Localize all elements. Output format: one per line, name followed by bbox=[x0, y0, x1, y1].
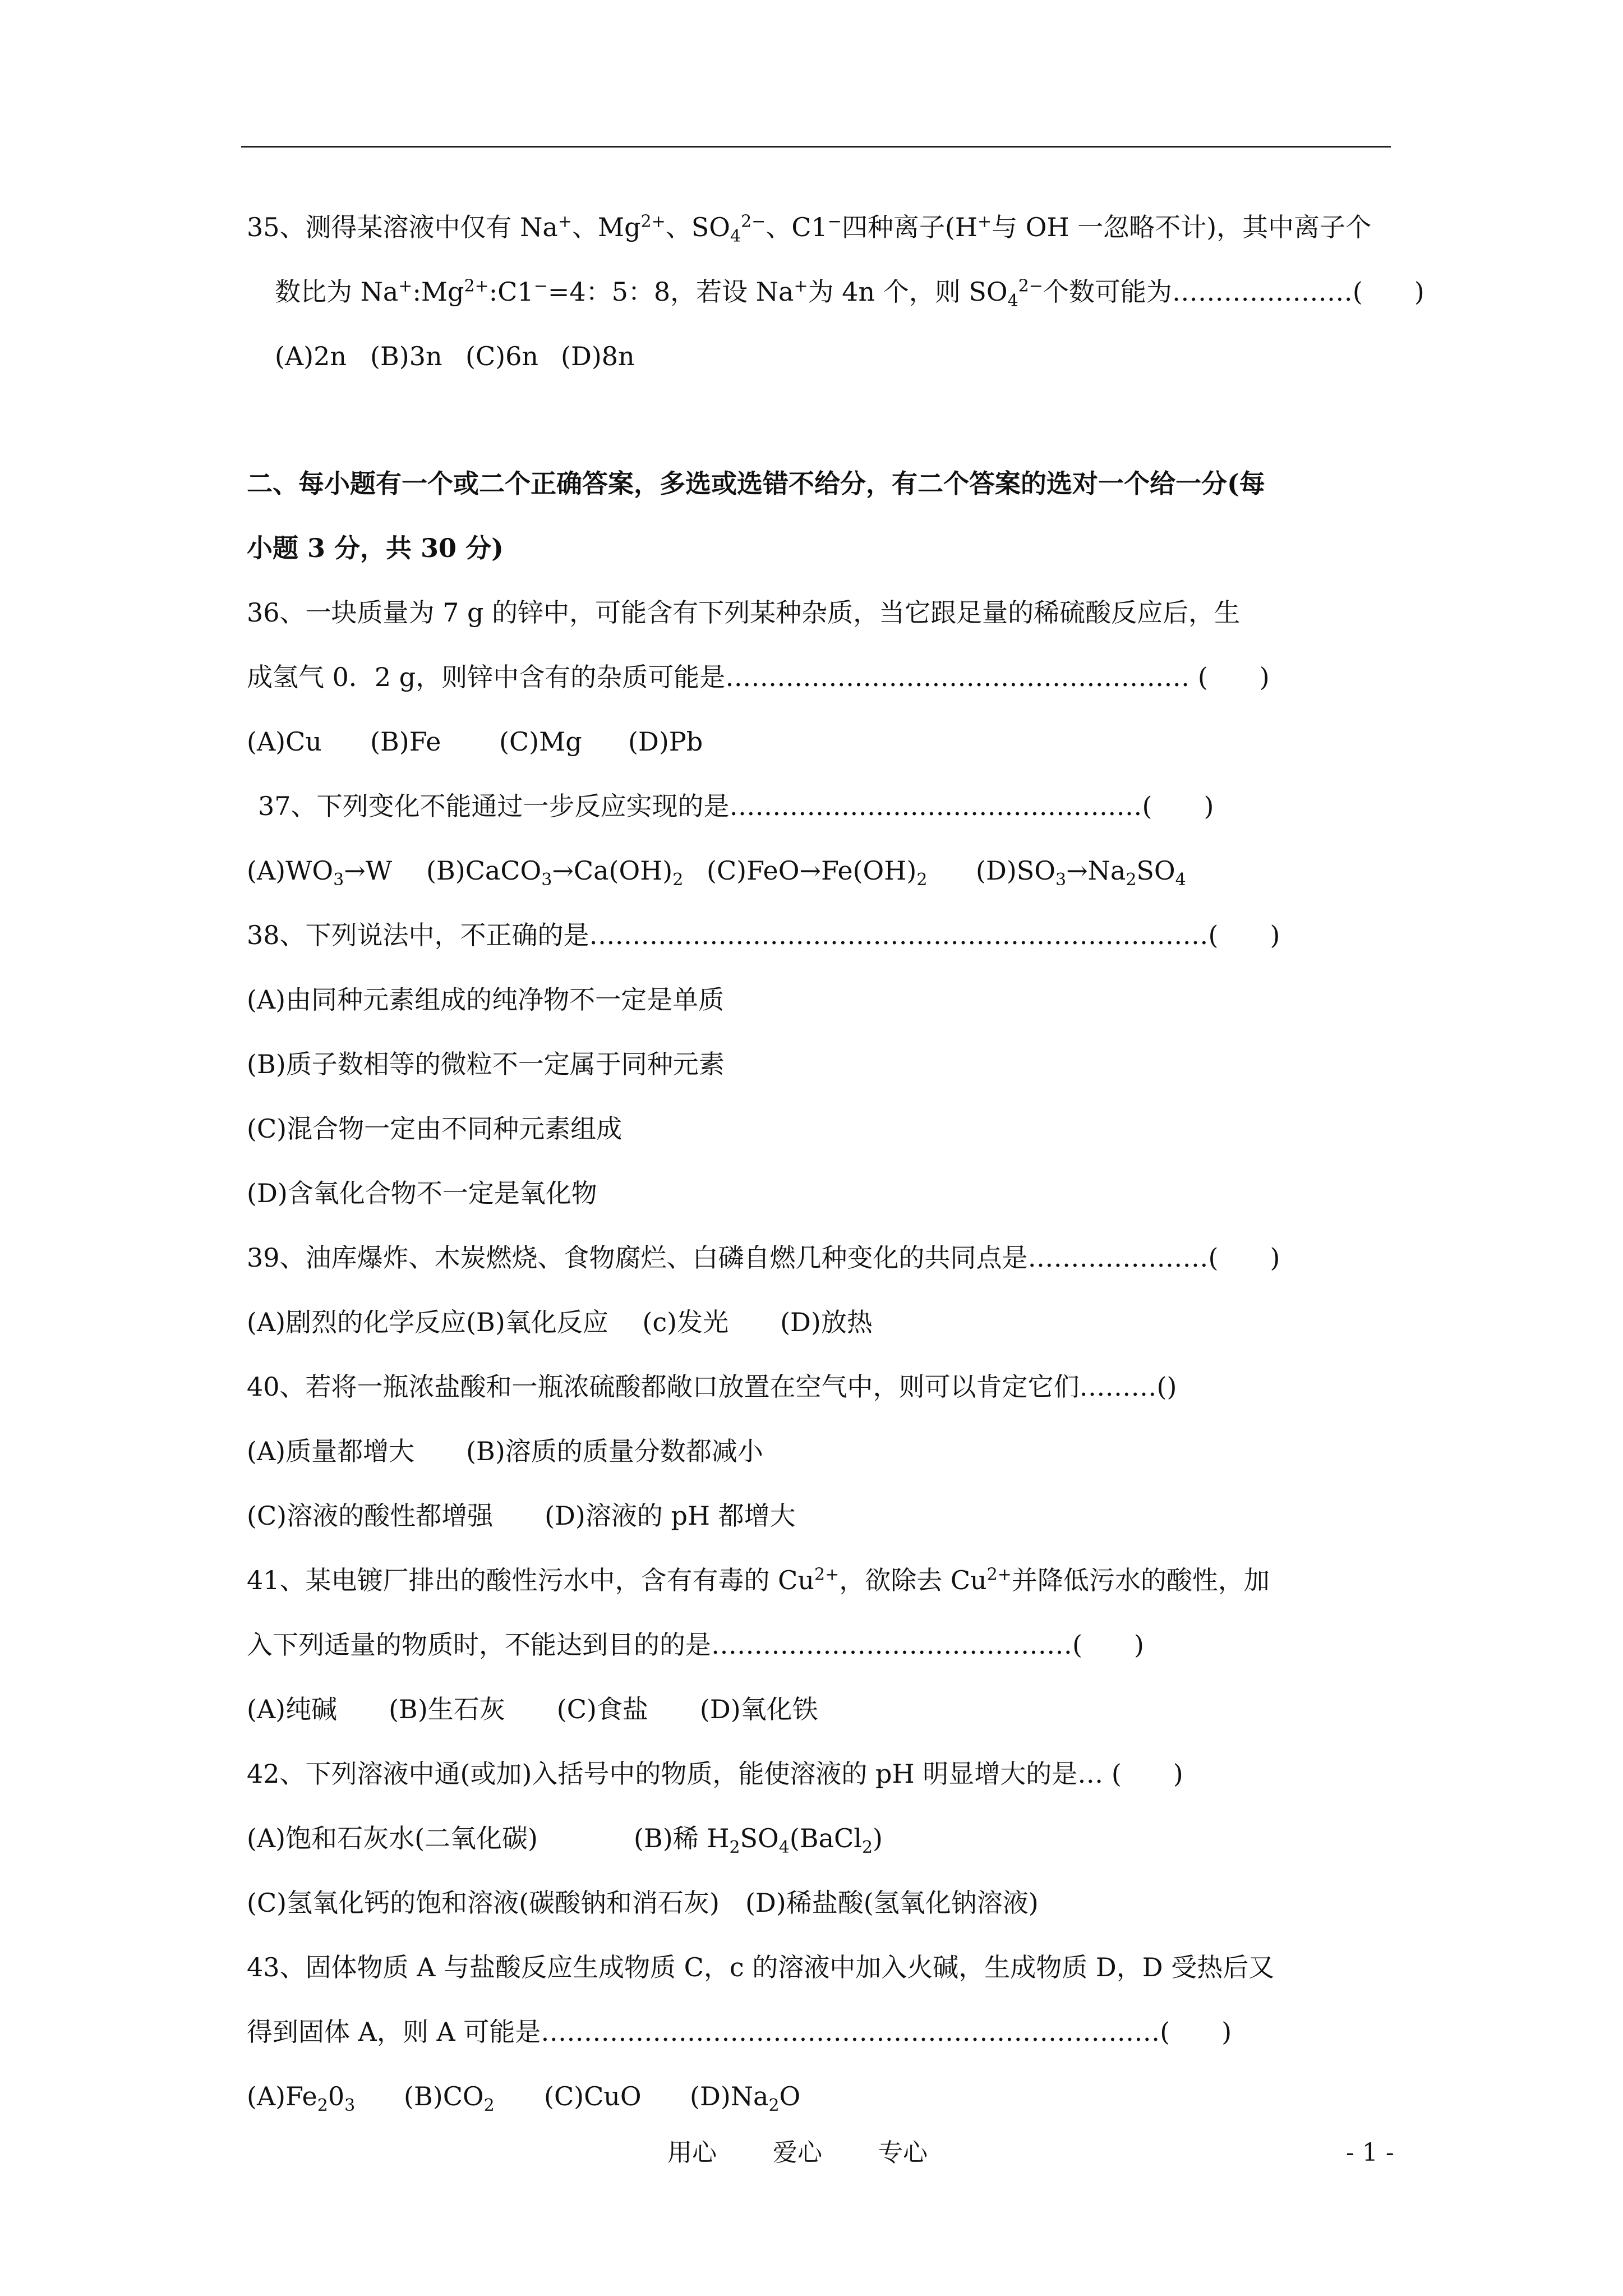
q35-option-b: (B)3n bbox=[370, 341, 442, 371]
page-number: - 1 - bbox=[1346, 2138, 1394, 2167]
q37-option-c: $(C)FeO\to Fe(OH)_2$ bbox=[707, 855, 928, 890]
q38-option-d: (D)含氧化合物不一定是氧化物 bbox=[247, 1178, 597, 1208]
q36-option-b: (B)Fe bbox=[370, 726, 441, 757]
q43-option-c: (C)CuO bbox=[544, 2081, 642, 2111]
q36-line2: 成氢气 0．2 g，则锌中含有的杂质可能是……………………………………………… ( ) bbox=[247, 662, 1270, 692]
q36-option-c: (C)Mg bbox=[499, 726, 582, 757]
q38-option-c: (C)混合物一定由不同种元素组成 bbox=[247, 1114, 623, 1144]
q42-options-cd: (C)氢氧化钙的饱和溶液(碳酸钠和消石灰) (D)稀盐酸(氢氧化钠溶液) bbox=[247, 1888, 1039, 1918]
q36-options bbox=[247, 725, 703, 758]
q37-line1: 37、下列变化不能通过一步反应实现的是…………………………………………( ) bbox=[258, 791, 1214, 821]
q37-option-d: $(D)SO_3\to Na_2SO_4$ bbox=[976, 855, 1186, 890]
q35-option-c: (C)6n bbox=[465, 341, 538, 371]
q41-line2: 入下列适量的物质时，不能达到目的的是……………………………………( ) bbox=[247, 1630, 1144, 1660]
q43-option-d: $(D)Na_2O$ bbox=[690, 2081, 801, 2116]
q36-option-a: (A)Cu bbox=[247, 726, 322, 757]
q39-line1: 39、油库爆炸、木炭燃烧、食物腐烂、白磷自燃几种变化的共同点是…………………( ) bbox=[247, 1243, 1280, 1273]
q35-line2: 数比为 $Na^+:Mg^{2+}:C1^-=4$：5：8，若设 Na+为 4n 个，则 $SO_4^{2-}$个数可能为…………………( ) bbox=[275, 276, 1424, 311]
q35-line1: 35、测得某溶液中仅有 Na+、$Mg^{2+}$、$SO_4^{2-}$、C1−四种离子(H+与 OH 一忽略不计)，其中离子个 bbox=[247, 211, 1372, 247]
q41-options: (A)纯碱 (B)生石灰 (C)食盐 (D)氧化铁 bbox=[247, 1694, 818, 1724]
q42-option-b: (B)稀 $H_2SO_4(BaCl_2)$ bbox=[634, 1823, 883, 1858]
q38-option-a: (A)由同种元素组成的纯净物不一定是单质 bbox=[247, 984, 725, 1015]
q38-line1: 38、下列说法中，不正确的是………………………………………………………………( ) bbox=[247, 920, 1280, 950]
q43-line2: 得到固体 A，则 A 可能是………………………………………………………………( ) bbox=[247, 2017, 1232, 2047]
q43-options bbox=[247, 2079, 801, 2116]
q41-line1: 41、某电镀厂排出的酸性污水中，含有有毒的 $Cu^{2+}$，欲除去 $Cu^{2+}$并降低污水的酸性，加 bbox=[247, 1565, 1270, 1595]
q43-option-a: $(A)Fe_20_3$ bbox=[247, 2081, 356, 2116]
header-rule bbox=[241, 146, 1391, 148]
q36-option-d: (D)Pb bbox=[628, 726, 703, 757]
q39-options: (A)剧烈的化学反应(B)氧化反应 (c)发光 (D)放热 bbox=[247, 1307, 873, 1337]
section2-heading-line1: 二、每小题有一个或二个正确答案，多选或选错不给分，有二个答案的选对一个给一分(每 bbox=[247, 468, 1265, 499]
q40-line1: 40、若将一瓶浓盐酸和一瓶浓硫酸都敞口放置在空气中，则可以肯定它们………() bbox=[247, 1372, 1177, 1402]
q35-options bbox=[275, 339, 635, 373]
q35-option-a: (A)2n bbox=[275, 341, 347, 371]
q43-option-b: $(B)CO_2$ bbox=[404, 2081, 495, 2116]
q42-option-a: (A)饱和石灰水(二氧化碳) bbox=[247, 1823, 538, 1853]
q37-option-a: $(A)WO_3\to W$ bbox=[247, 855, 393, 890]
q40-options-ab: (A)质量都增大 (B)溶质的质量分数都减小 bbox=[247, 1436, 763, 1466]
section2-heading-line2: 小题 3 分，共 30 分) bbox=[247, 533, 504, 563]
q36-line1: 36、一块质量为 7 g 的锌中，可能含有下列某种杂质，当它跟足量的稀硫酸反应后，生 bbox=[247, 597, 1241, 628]
footer-motto: 用心 爱心 专心 bbox=[667, 2138, 928, 2167]
q43-line1: 43、固体物质 A 与盐酸反应生成物质 C，c 的溶液中加入火碱，生成物质 D，D 受热后又 bbox=[247, 1952, 1275, 1982]
q35-option-d: (D)8n bbox=[561, 341, 635, 371]
q40-options-cd: (C)溶液的酸性都增强 (D)溶液的 pH 都增大 bbox=[247, 1501, 796, 1531]
q42-line1: 42、下列溶液中通(或加)入括号中的物质，能使溶液的 pH 明显增大的是… ( ) bbox=[247, 1759, 1183, 1789]
q37-options bbox=[247, 854, 1186, 890]
q37-option-b: $(B)CaCO_3\to Ca(OH)_2$ bbox=[426, 855, 684, 890]
q42-options-ab bbox=[247, 1821, 883, 1858]
q38-option-b: (B)质子数相等的微粒不一定属于同种元素 bbox=[247, 1049, 725, 1079]
